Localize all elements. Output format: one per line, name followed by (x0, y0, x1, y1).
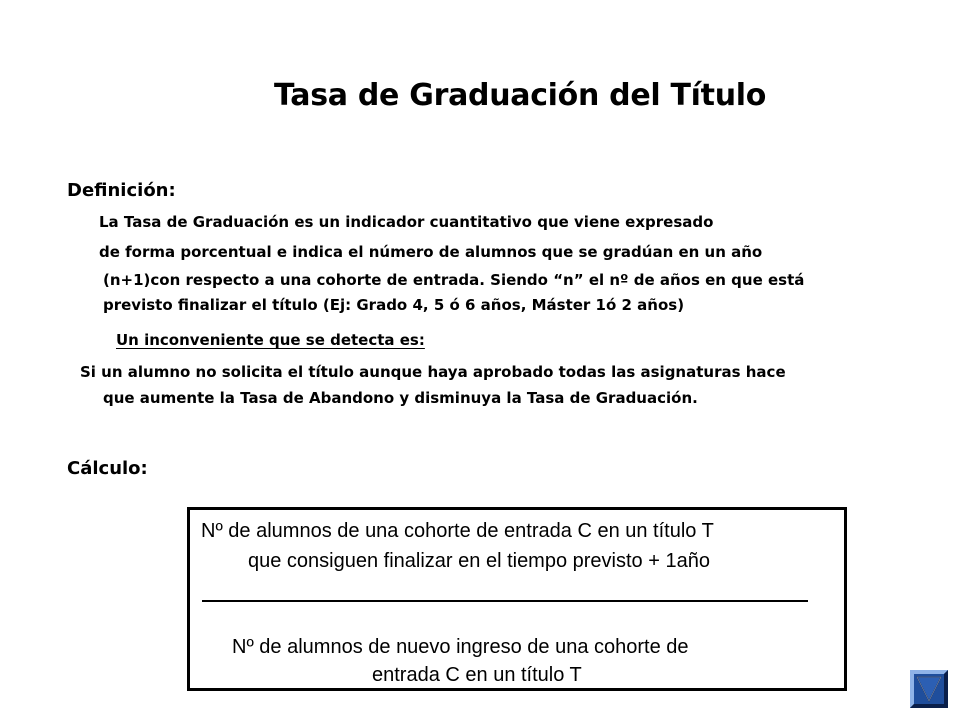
issue-line-1: Si un alumno no solicita el título aunque haya aprobado todas las asignaturas hace (80, 363, 786, 381)
formula-box (187, 507, 847, 691)
next-slide-icon (910, 670, 948, 708)
numerator-line-1: Nº de alumnos de una cohorte de entrada C en un título T (201, 520, 714, 542)
definition-line-1: La Tasa de Graduación es un indicador cuantitativo que viene expresado (99, 213, 714, 231)
definition-line-2: de forma porcentual e indica el número de alumnos que se gradúan en un año (99, 243, 763, 261)
denominator-line-1: Nº de alumnos de nuevo ingreso de una cohorte de (232, 636, 689, 658)
calculation-heading: Cálculo: (67, 458, 148, 479)
issue-label: Un inconveniente que se detecta es: (116, 331, 425, 349)
definition-line-4: previsto finalizar el título (Ej: Grado 4, 5 ó 6 años, Máster 1ó 2 años) (103, 296, 685, 314)
next-slide-button[interactable] (910, 670, 948, 708)
fraction-bar (202, 600, 808, 602)
definition-heading: Definición: (67, 180, 176, 201)
denominator-line-2: entrada C en un título T (372, 664, 582, 686)
page-title: Tasa de Graduación del Título (274, 78, 767, 113)
issue-line-2: que aumente la Tasa de Abandono y disminuya la Tasa de Graduación. (103, 389, 698, 407)
numerator-line-2: que consiguen finalizar en el tiempo previsto + 1año (248, 550, 710, 572)
definition-line-3: (n+1)con respecto a una cohorte de entrada. Siendo “n” el nº de años en que está (103, 271, 805, 289)
